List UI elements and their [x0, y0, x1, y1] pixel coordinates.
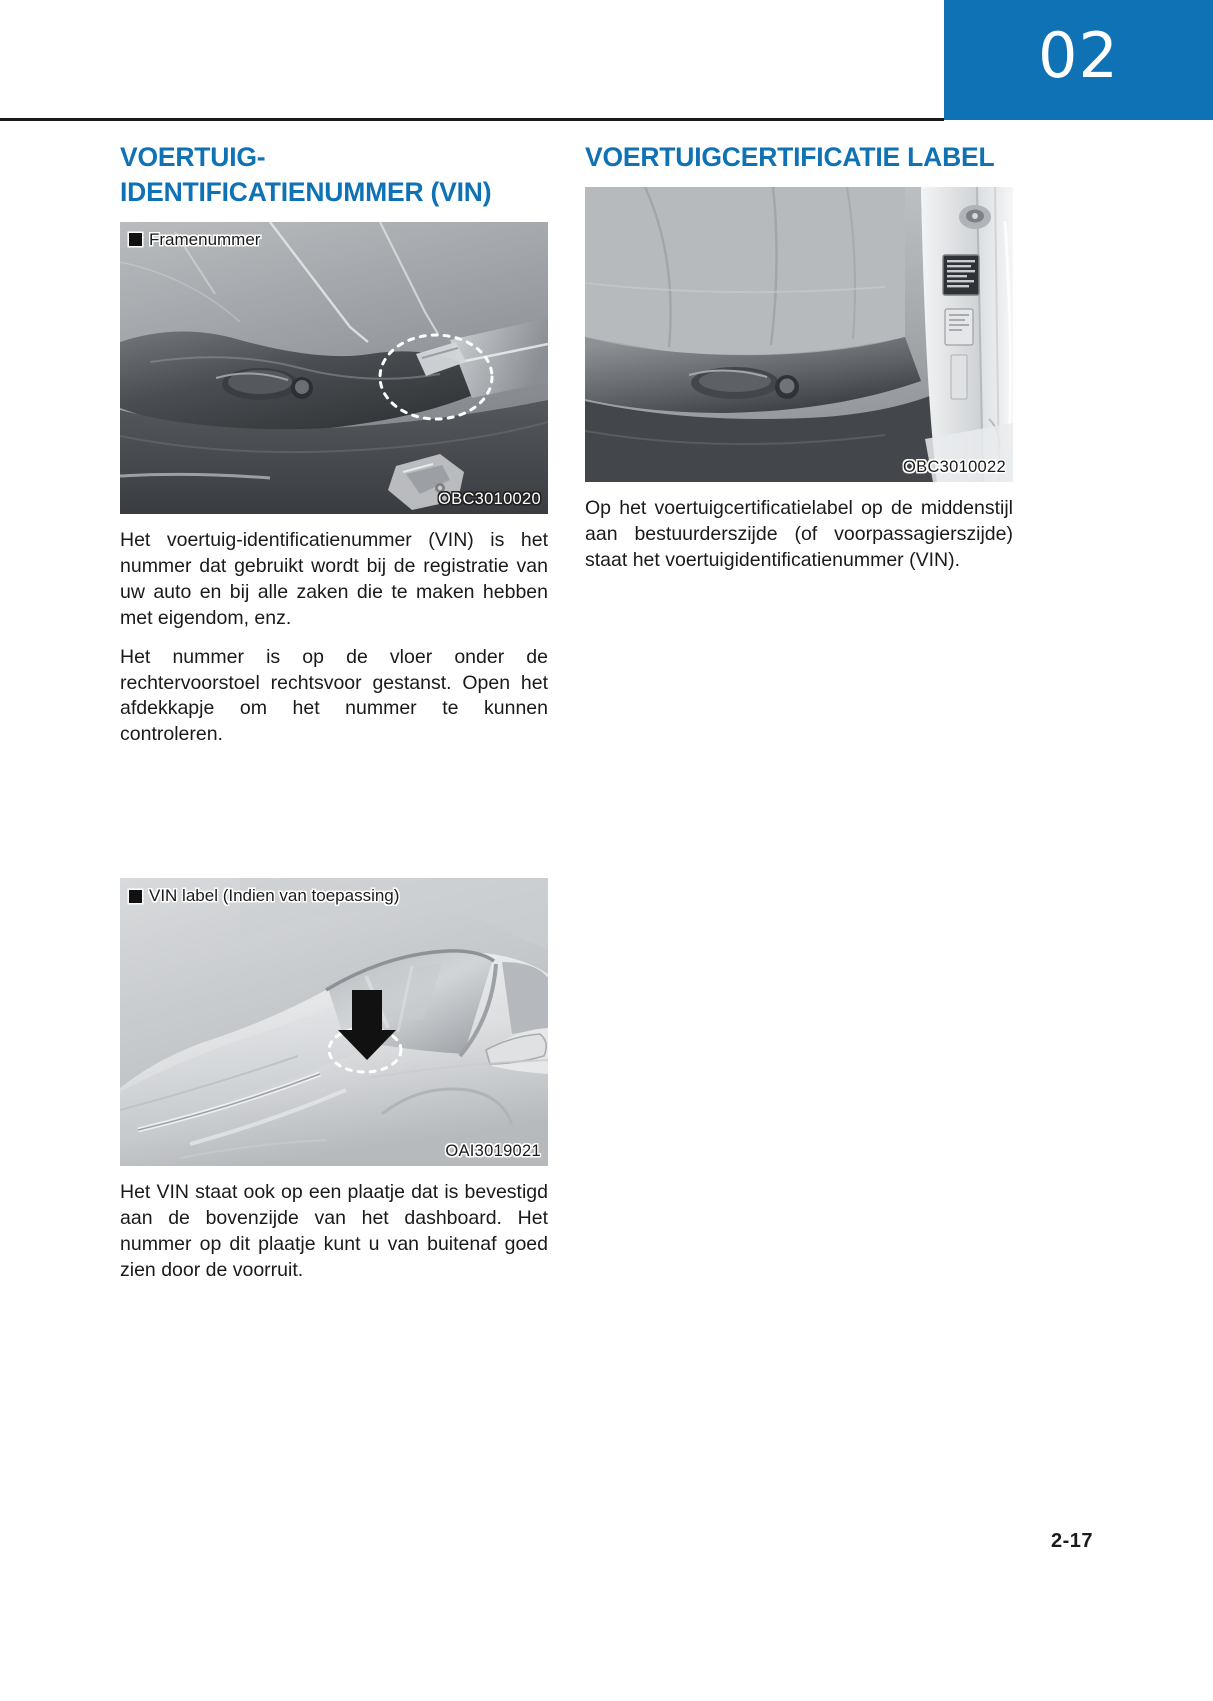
figure-caption-vin-label	[129, 886, 399, 906]
page-number: 2-17	[1050, 1530, 1093, 1552]
paragraph: Het voertuig-identificatienummer (VIN) is het nummer dat gebruikt wordt bij de registratie van uw auto en bij alle zaken die te maken hebben met eigendom, enz.	[120, 528, 548, 629]
figure-vin-floor	[120, 222, 548, 514]
paragraph: Het VIN staat ook op een plaatje dat is bevestigd aan de bovenzijde van het dashboard. Het nummer op dit plaatje kunt u van buitenaf goed zien door de voorruit.	[120, 1181, 548, 1281]
figure-code-left: OBC3010020	[438, 489, 541, 508]
square-bullet-icon	[129, 233, 142, 246]
right-column	[585, 140, 1013, 574]
paragraph: Op het voertuigcertificatielabel op de middenstijl aan bestuurderszijde (of voorpassagierszijde) staat het voertuigidentificatienummer (VIN).	[585, 496, 1013, 571]
left-body-text	[120, 528, 548, 748]
figure-certification-label-art	[585, 187, 1013, 482]
figure-certification-label	[585, 187, 1013, 482]
figure-vin-label-windshield	[120, 878, 548, 1166]
figure-caption-framenummer	[129, 230, 260, 250]
figure-caption-text: VIN label (Indien van toepassing)	[149, 886, 400, 905]
lower-left-body-text	[120, 1180, 548, 1284]
lower-left-block	[120, 878, 548, 1284]
chapter-number: 02	[1038, 19, 1119, 92]
square-bullet-icon	[129, 890, 142, 903]
left-column	[120, 140, 548, 748]
figure-caption-text: Framenummer	[149, 229, 261, 249]
header-rule	[0, 118, 944, 121]
right-body-text	[585, 496, 1013, 574]
figure-code-lower-left: OAI3019021	[445, 1142, 541, 1160]
paragraph: Het nummer is op de vloer onder de rechtervoorstoel rechtsvoor gestanst. Open het afdekkapje om het nummer te kunnen controleren.	[120, 645, 548, 746]
figure-code-right: OBC3010022	[903, 457, 1006, 476]
figure-vin-floor-art	[120, 222, 548, 514]
figure-vin-label-windshield-art	[120, 878, 548, 1166]
section-title-certification: VOERTUIGCERTIFICATIE LABEL	[585, 142, 995, 172]
page-title: VOERTUIG-IDENTIFICATIENUMMER (VIN)	[120, 142, 492, 207]
chapter-tab	[944, 0, 1213, 120]
